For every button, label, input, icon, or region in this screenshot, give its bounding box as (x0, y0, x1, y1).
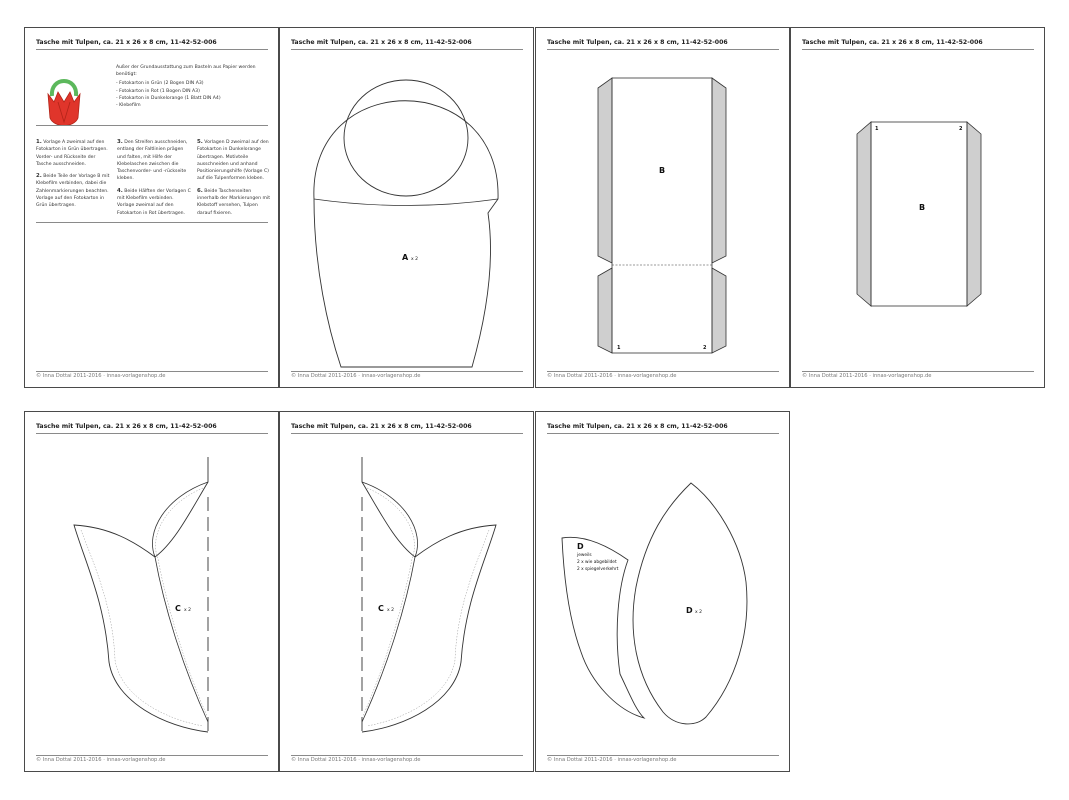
strip-body (612, 78, 712, 353)
footer-rule (36, 755, 268, 756)
material-item: - Fotokarton in Grün (2 Bogen DIN A3) (116, 81, 204, 87)
page-header: Tasche mit Tulpen, ca. 21 x 26 x 8 cm, 11-42-52-006 (802, 39, 983, 46)
glue-tab-left-bottom (598, 268, 612, 353)
materials-block (116, 64, 271, 109)
footer-rule (547, 755, 779, 756)
page-footer: © Inna Dottai 2011-2016 · innas-vorlagenshop.de (547, 757, 677, 763)
footer-rule (291, 755, 523, 756)
leaf-large (633, 483, 747, 724)
handle-hole (344, 80, 468, 196)
tulip-bag-thumbnail (38, 66, 90, 132)
steps-column-1 (36, 139, 110, 215)
piece-quantity: x 2 (695, 610, 702, 615)
materials-list (116, 80, 271, 109)
note-line: 2 x spiegelverkehrt (577, 567, 619, 572)
glue-tab-left (857, 122, 871, 306)
footer-rule (36, 371, 268, 372)
positioning-line (367, 530, 489, 726)
header-rule (36, 49, 268, 50)
glue-tab-right-top (712, 78, 726, 263)
material-item: - Fotokarton in Rot (1 Bogen DIN A3) (116, 88, 200, 94)
template-d-drawing (536, 412, 789, 771)
piece-label: B (659, 166, 666, 175)
join-mark-2: 2 (959, 126, 963, 132)
positioning-line (81, 530, 203, 726)
page-header: Tasche mit Tulpen, ca. 21 x 26 x 8 cm, 11-42-52-006 (291, 39, 472, 46)
step-number: 3. (117, 139, 123, 145)
page-footer: © Inna Dottai 2011-2016 · innas-vorlagenshop.de (36, 373, 166, 379)
piece-label: C (378, 604, 384, 613)
page-template-c-right (279, 411, 534, 772)
step-text: Den Streifen ausschneiden, entlang der Faltlinien prägen und falten, mit Hilfe der Klebelaschen zwischen die Taschenvorder- und -rückseite kleben. (117, 140, 188, 182)
step-text: Beide Hälften der Vorlagen C mit Klebefilm verbinden. Vorlage zweimal auf den Fotokarton in Rot übertragen. (117, 188, 191, 216)
template-b-drawing-2 (791, 28, 1044, 387)
page-template-b-part2 (790, 27, 1045, 388)
join-mark-1: 1 (617, 345, 621, 351)
page-footer: © Inna Dottai 2011-2016 · innas-vorlagenshop.de (291, 373, 421, 379)
note-line: 2 x wie abgebildet (577, 560, 617, 565)
step-number: 4. (117, 187, 123, 194)
piece-label: C (175, 604, 181, 613)
step-number: 5. (197, 139, 203, 145)
petal-outline (362, 482, 418, 722)
tulip-outline (74, 457, 208, 732)
step-item (36, 139, 110, 168)
section-rule (36, 222, 268, 223)
step-number: 6. (197, 187, 203, 194)
note-label: D (577, 542, 584, 551)
piece-label: A (402, 253, 409, 262)
step-item (117, 188, 191, 217)
join-mark-1: 1 (875, 126, 879, 132)
piece-label: D (686, 606, 693, 615)
glue-tab-left-top (598, 78, 612, 263)
material-item: - Fotokarton in Dunkelorange (1 Blatt DIN A4) (116, 95, 221, 101)
piece-quantity: x 2 (411, 257, 418, 262)
page-header: Tasche mit Tulpen, ca. 21 x 26 x 8 cm, 11-42-52-006 (291, 423, 472, 430)
step-text: Beide Teile der Vorlage B mit Klebefilm verbinden, dabei die Zahlenmarkierungen beachten. Vorlage auf den Fotokarton in Grün übertragen. (36, 174, 110, 209)
footer-rule (291, 371, 523, 372)
positioning-line (363, 488, 414, 716)
bag-outline (314, 101, 498, 367)
step-item (117, 139, 191, 183)
page-template-c-left (24, 411, 279, 772)
page-footer: © Inna Dottai 2011-2016 · innas-vorlagenshop.de (547, 373, 677, 379)
glue-tab-right-bottom (712, 268, 726, 353)
template-b-drawing-1 (536, 28, 789, 387)
section-rule (36, 125, 268, 126)
piece-quantity: x 2 (184, 608, 191, 613)
page-template-d (535, 411, 790, 772)
step-item (197, 139, 271, 183)
step-number: 1. (36, 139, 42, 145)
glue-tab-right (967, 122, 981, 306)
positioning-line (156, 488, 207, 716)
page-header: Tasche mit Tulpen, ca. 21 x 26 x 8 cm, 11-42-52-006 (36, 39, 217, 46)
piece-quantity: x 2 (387, 608, 394, 613)
page-footer: © Inna Dottai 2011-2016 · innas-vorlagenshop.de (802, 373, 932, 379)
material-item: - Klebefilm (116, 103, 141, 109)
page-header: Tasche mit Tulpen, ca. 21 x 26 x 8 cm, 11-42-52-006 (36, 423, 217, 430)
step-text: Vorlagen D zweimal auf den Fotokarton in Dunkelorange übertragen. Motivteile ausschneiden und anhand Positionierungshilfe (Vorlage C) auf die Tulpenformen kleben. (197, 140, 269, 182)
template-a-drawing (280, 28, 533, 387)
tulip-outline (362, 457, 496, 732)
step-number: 2. (36, 173, 42, 180)
steps-column-3 (197, 139, 271, 222)
fold-line (314, 199, 498, 206)
step-text: Beide Taschenseiten innerhalb der Markierungen mit Klebstoff versehen, Tulpen darauf fixieren. (197, 188, 271, 216)
piece-label: B (919, 203, 926, 212)
page-header: Tasche mit Tulpen, ca. 21 x 26 x 8 cm, 11-42-52-006 (547, 39, 728, 46)
page-template-b-part1 (535, 27, 790, 388)
note-line: jeweils (577, 553, 592, 558)
footer-rule (802, 371, 1034, 372)
step-text: Vorlage A zweimal auf den Fotokarton in Grün übertragen. Vorder- und Rückseite der Tasche ausschneiden. (36, 140, 108, 167)
page-footer: © Inna Dottai 2011-2016 · innas-vorlagenshop.de (36, 757, 166, 763)
join-mark-2: 2 (703, 345, 707, 351)
template-c-drawing-1 (25, 412, 278, 771)
footer-rule (547, 371, 779, 372)
steps-column-2 (117, 139, 191, 222)
page-template-a (279, 27, 534, 388)
petal-outline (152, 482, 208, 722)
strip-body (871, 122, 967, 306)
step-item (197, 188, 271, 217)
intro-text: Außer der Grundausstattung zum Basteln aus Papier werden benötigt: (116, 65, 256, 78)
step-item (36, 173, 110, 209)
template-c-drawing-2 (280, 412, 533, 771)
page-footer: © Inna Dottai 2011-2016 · innas-vorlagenshop.de (291, 757, 421, 763)
page-instructions (24, 27, 279, 388)
page-header: Tasche mit Tulpen, ca. 21 x 26 x 8 cm, 11-42-52-006 (547, 423, 728, 430)
